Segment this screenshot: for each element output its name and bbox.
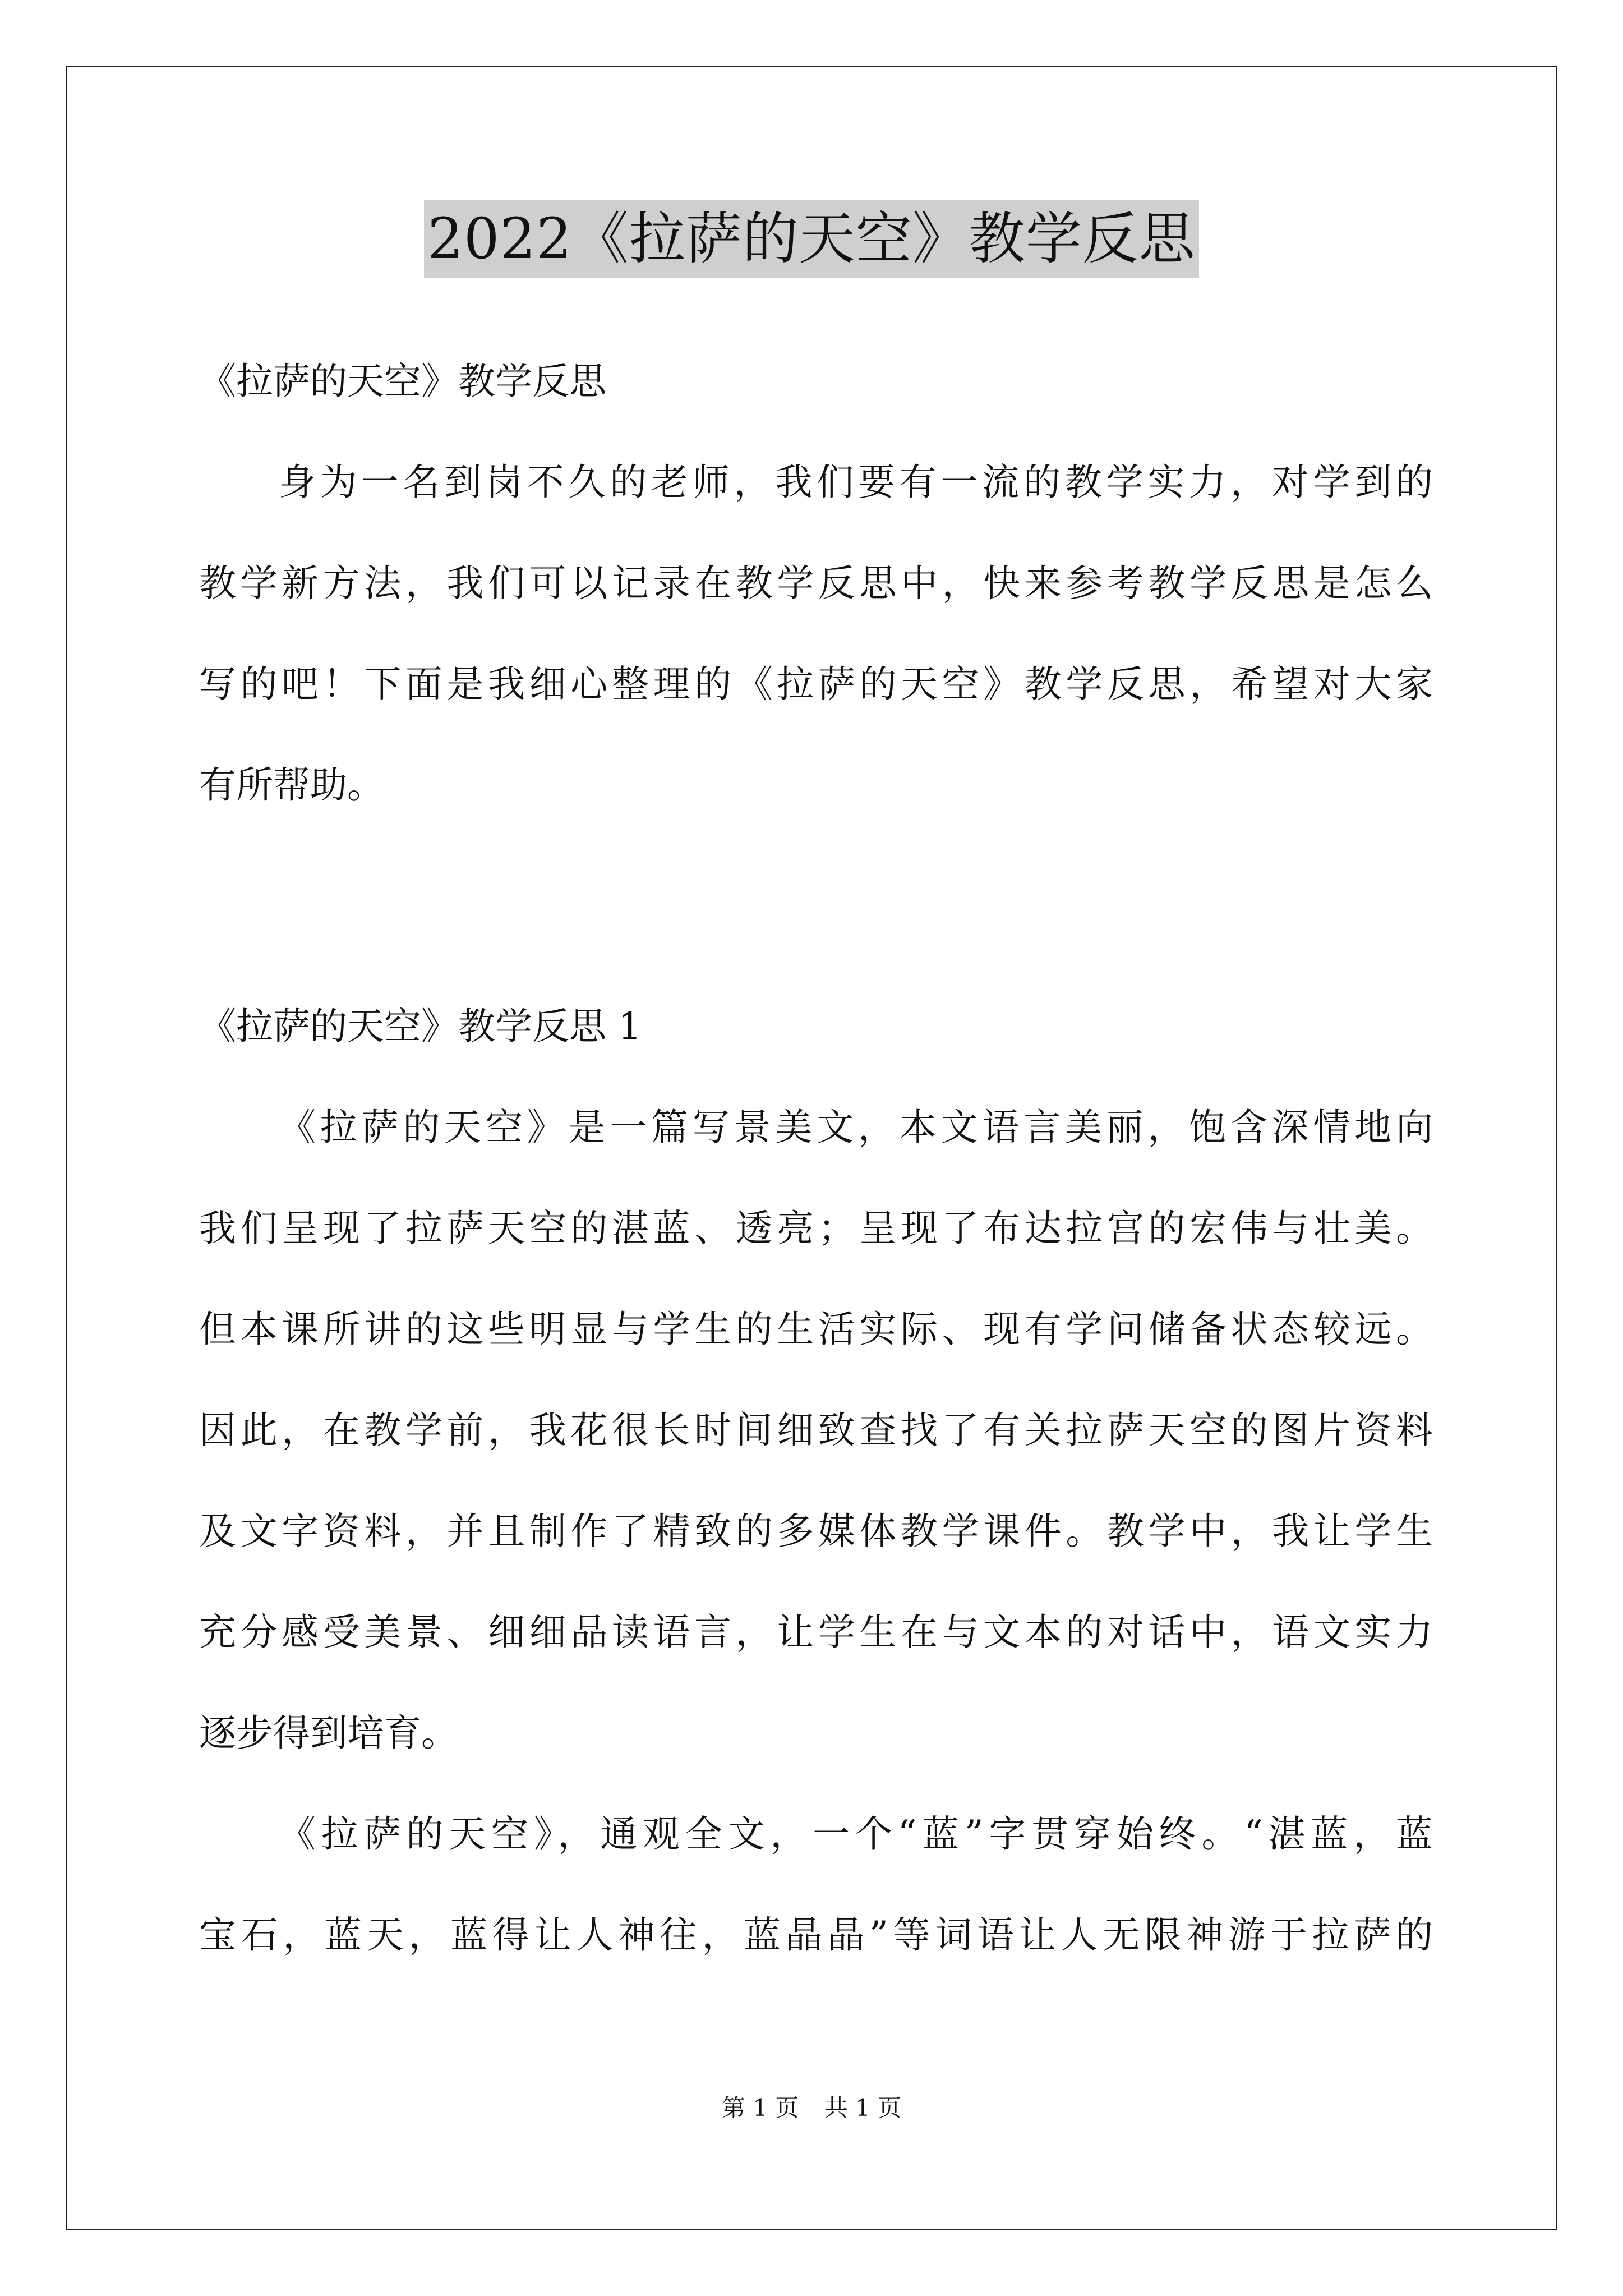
intro-line-4: 有所帮助。 <box>199 763 384 807</box>
page-number: 第 1 页 <box>721 2094 799 2122</box>
paragraph1-line-3: 但本课所讲的这些明显与学生的生活实际、现有学问储备状态较远。 <box>199 1308 1433 1351</box>
intro-heading: 《拉萨的天空》教学反思 <box>199 360 606 403</box>
paragraph2-line-1: 《拉萨的天空》，通观全文，一个“蓝”字贯穿始终。“湛蓝，蓝 <box>279 1812 1433 1856</box>
paragraph1-line-5: 及文字资料，并且制作了精致的多媒体教学课件。教学中，我让学生 <box>199 1510 1433 1553</box>
page-total: 共 1 页 <box>824 2094 902 2122</box>
paragraph1-line-1: 《拉萨的天空》是一篇写景美文，本文语言美丽，饱含深情地向 <box>279 1106 1433 1149</box>
section-heading: 《拉萨的天空》教学反思 1 <box>199 1005 642 1048</box>
intro-line-2: 教学新方法，我们可以记录在教学反思中，快来参考教学反思是怎么 <box>199 562 1433 605</box>
intro-line-3: 写的吧！下面是我细心整理的《拉萨的天空》教学反思，希望对大家 <box>199 662 1433 706</box>
paragraph1-line-6: 充分感受美景、细细品读语言，让学生在与文本的对话中，语文实力 <box>199 1611 1433 1654</box>
paragraph1-line-2: 我们呈现了拉萨天空的湛蓝、透亮；呈现了布达拉宫的宏伟与壮美。 <box>199 1207 1433 1250</box>
title-container <box>0 200 1623 278</box>
paragraph1-line-4: 因此，在教学前，我花很长时间细致查找了有关拉萨天空的图片资料 <box>199 1409 1433 1452</box>
page-footer <box>0 2092 1623 2124</box>
intro-line-1: 身为一名到岗不久的老师，我们要有一流的教学实力，对学到的 <box>279 461 1433 504</box>
paragraph2-line-2: 宝石，蓝天，蓝得让人神往，蓝晶晶”等词语让人无限神游于拉萨的 <box>199 1913 1433 1957</box>
paragraph1-line-7: 逐步得到培育。 <box>199 1711 458 1755</box>
document-title: 2022《拉萨的天空》教学反思 <box>424 200 1199 278</box>
